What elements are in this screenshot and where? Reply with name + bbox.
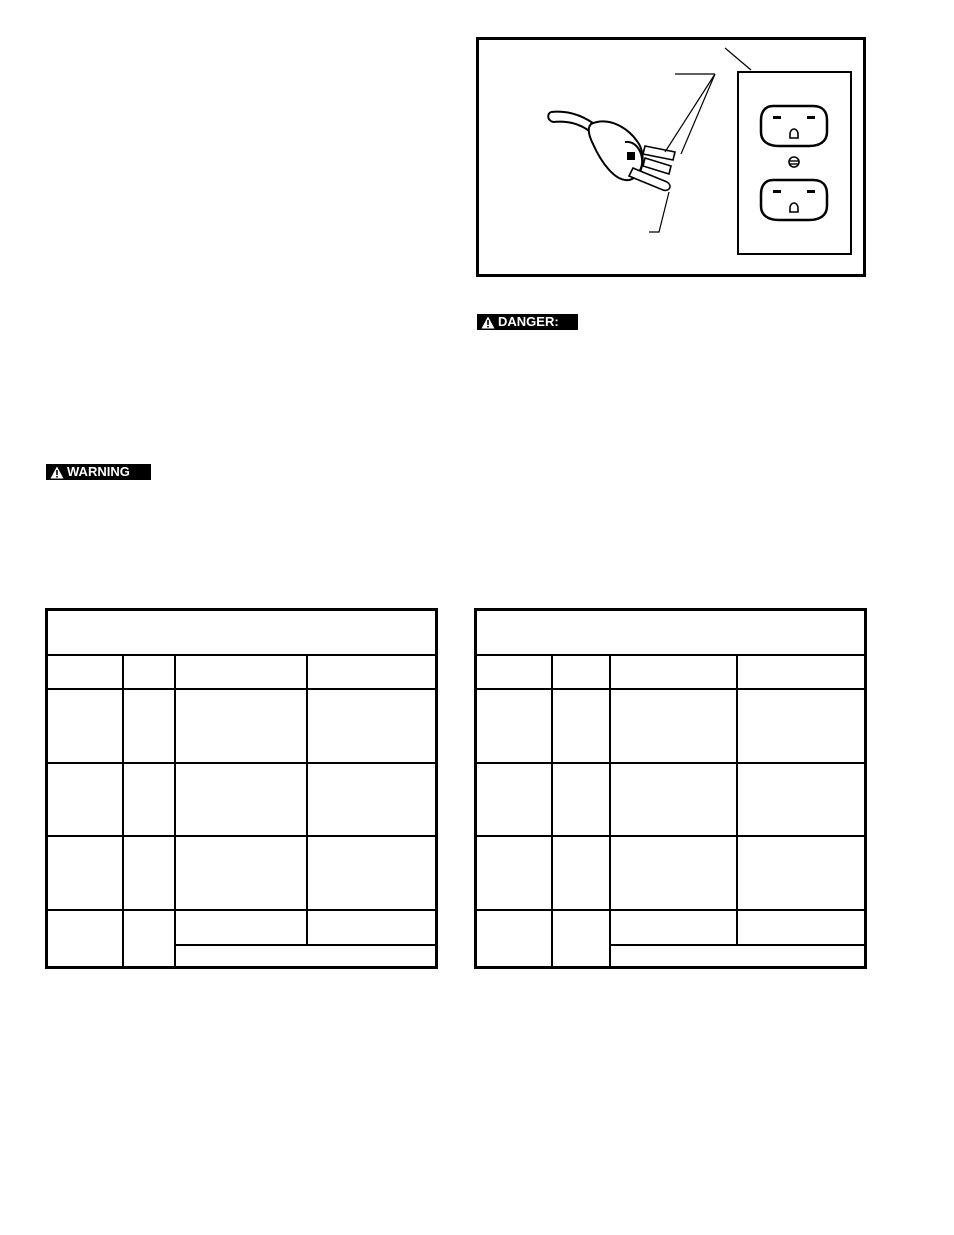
duplex-receptacle-icon: [738, 72, 851, 254]
extension-cord-table-right: [474, 608, 867, 969]
extension-cord-table-left: [45, 608, 438, 969]
warning-label: WARNING: [67, 464, 130, 479]
warning-badge: [46, 464, 151, 480]
plug-receptacle-illustration: [479, 40, 863, 274]
danger-badge: [477, 314, 578, 330]
warning-triangle-icon: [481, 316, 495, 329]
danger-label: DANGER:: [498, 314, 559, 329]
warning-triangle-icon: [50, 466, 64, 479]
plug-receptacle-figure: [476, 37, 866, 277]
